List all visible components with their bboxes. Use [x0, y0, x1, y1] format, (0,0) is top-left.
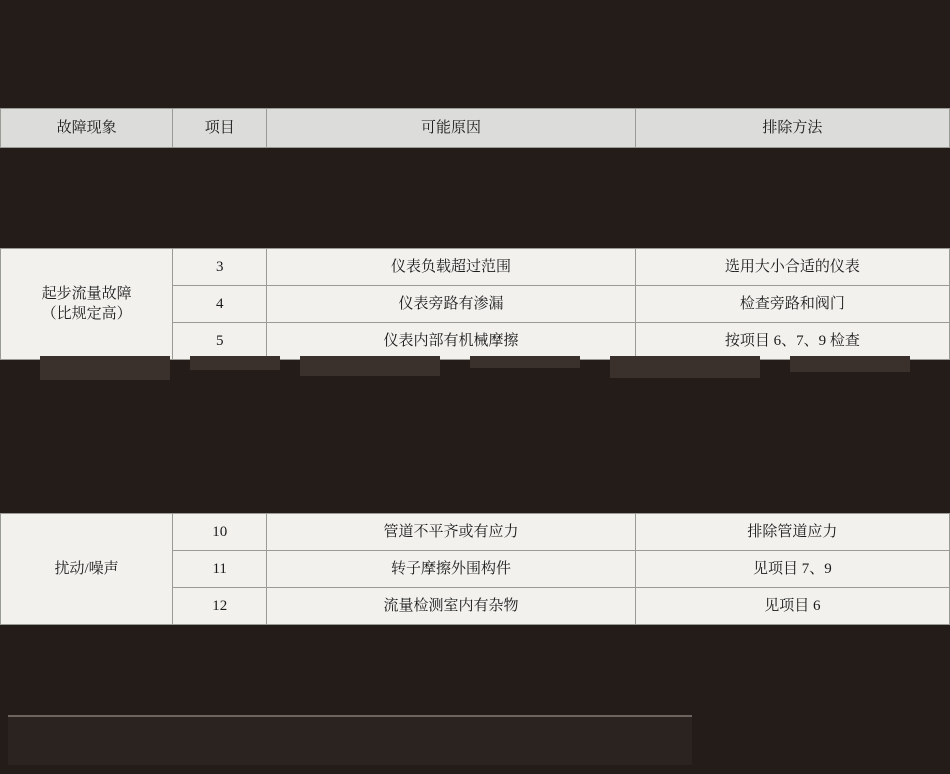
cell-cause: 仪表旁路有渗漏	[267, 286, 635, 323]
table-header-fragment	[0, 108, 950, 148]
column-header-item: 项目	[173, 109, 267, 148]
group-label-startup-flow	[1, 249, 173, 360]
table-row	[1, 249, 950, 286]
cell-remedy: 检查旁路和阀门	[635, 286, 949, 323]
group-label-line-1: 扰动/噪声	[54, 560, 119, 577]
cell-remedy: 选用大小合适的仪表	[635, 249, 949, 286]
cell-item: 3	[173, 249, 267, 286]
cell-item: 10	[173, 514, 267, 551]
column-header-cause: 可能原因	[267, 109, 635, 148]
table-group-startup-flow	[0, 248, 950, 360]
table-header-row	[1, 109, 950, 148]
cell-cause: 仪表负载超过范围	[267, 249, 635, 286]
table-group-disturbance-noise	[0, 513, 950, 625]
fault-table-noise	[0, 513, 950, 625]
group-label-line-1: 起步流量故障	[41, 285, 132, 302]
column-header-remedy: 排除方法	[635, 109, 949, 148]
cell-remedy: 见项目 7、9	[635, 551, 949, 588]
cell-item: 4	[173, 286, 267, 323]
cell-remedy: 按项目 6、7、9 检查	[635, 323, 949, 360]
cell-cause: 流量检测室内有杂物	[267, 588, 635, 625]
cell-cause: 转子摩擦外围构件	[267, 551, 635, 588]
cell-item: 11	[173, 551, 267, 588]
footer-bar	[8, 715, 692, 765]
cell-item: 5	[173, 323, 267, 360]
table-row	[1, 514, 950, 551]
group-label-line-2: （比规定高）	[41, 306, 132, 322]
fault-table-startup	[0, 248, 950, 360]
decorative-shade-band	[0, 356, 950, 396]
cell-remedy: 见项目 6	[635, 588, 949, 625]
cell-cause: 管道不平齐或有应力	[267, 514, 635, 551]
cell-item: 12	[173, 588, 267, 625]
cell-cause: 仪表内部有机械摩擦	[267, 323, 635, 360]
cell-remedy: 排除管道应力	[635, 514, 949, 551]
fault-table-header	[0, 108, 950, 148]
column-header-symptom: 故障现象	[1, 109, 173, 148]
group-label-disturbance-noise	[1, 514, 173, 625]
